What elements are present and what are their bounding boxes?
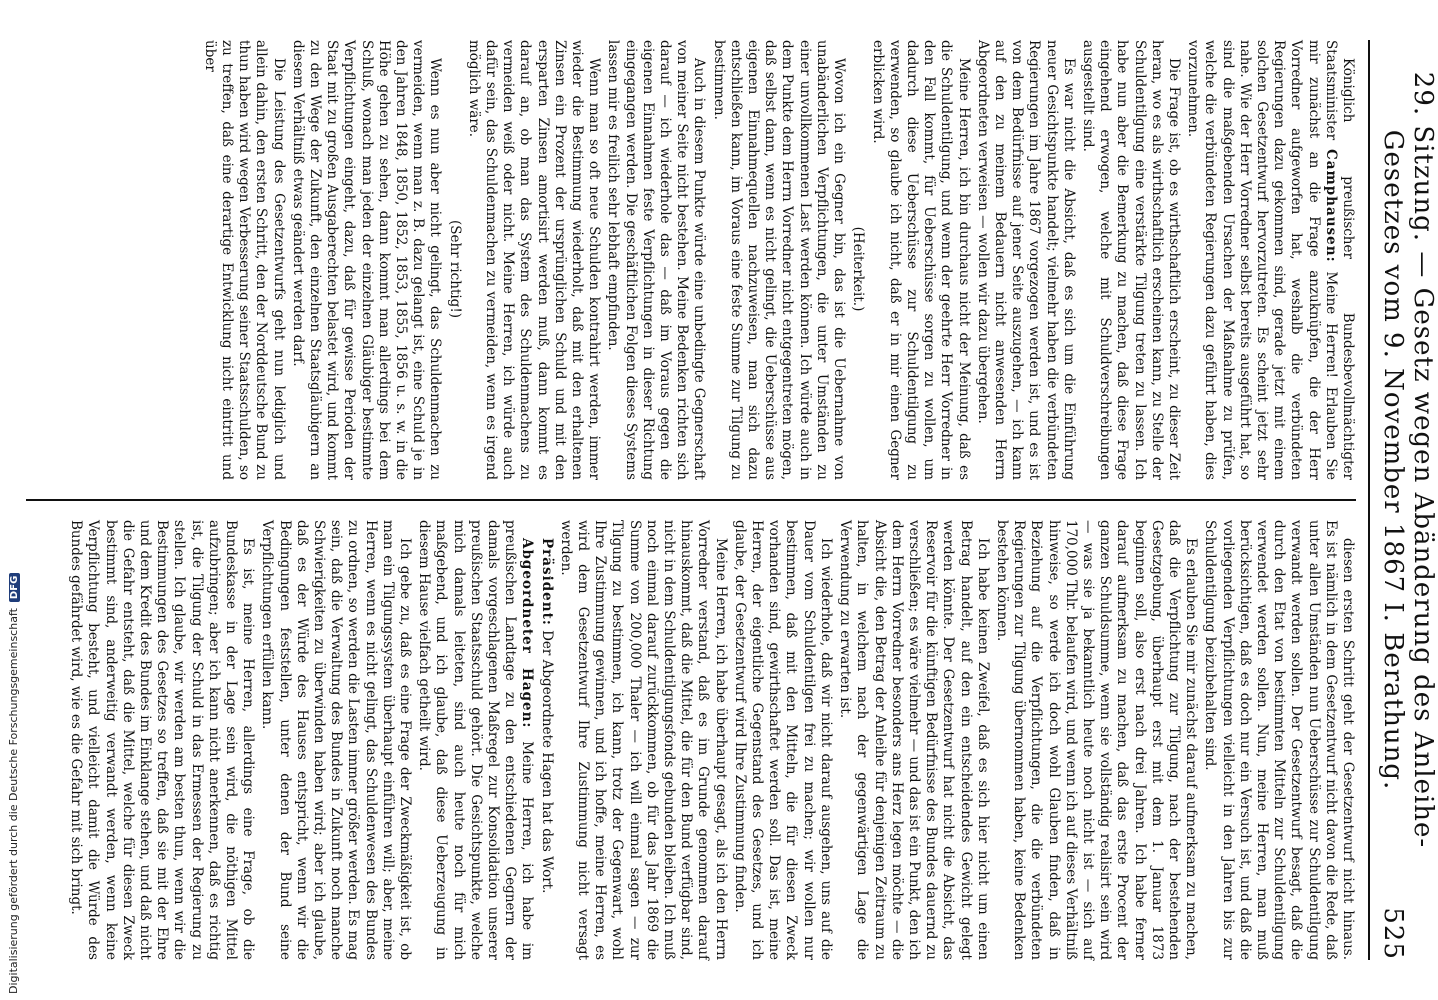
speaker-name: Abgeordneter Hagen: <box>519 538 536 729</box>
paragraph <box>415 520 535 960</box>
right-column <box>65 520 1356 960</box>
running-head <box>1378 40 1438 960</box>
paragraph <box>731 520 834 960</box>
paragraph <box>289 40 444 480</box>
paragraph-text: Ich gebe zu, daß es eine Frage der Zweckmäßigkeit ist, ob man ein Tilgungssystem überhaupt einführen will; aber, meine Herren, wenn es nicht gelingt, das Schuldenwesen des Bundes zu ordnen, so werden die Lasten immer größer werden. Es mag sein, daß die Verwaltung des Bundes in Zukunft noch manche Schwierigkeiten zu überwinden haben wird; aber ich glaube, daß es der Würde des Hauses entspricht, wenn wir die Bedingungen feststellen, unter denen der Bund seine Verpflichtungen erfüllen kann. <box>259 520 414 960</box>
paragraph-text: Ich wiederhole, daß wir nicht darauf ausgehen, uns auf die Dauer vom Schuldentilgen frei zu machen; wir wollen nur bestimmen, daß mit den Mitteln, die für diesen Zweck vorhanden sind, gewirthschaftet werden soll. Das ist, meine Herren, der eigentliche Gegenstand des Gesetzes, und ich glaube, der Gesetzentwurf wird Ihre Zustimmung finden. <box>731 520 834 960</box>
paragraph-text: Auch in diesem Punkte würde eine unbedingte Gegnerschaft von meiner Seite nicht bestehen. Meine Bedenken richten sich darauf — ich wiederhole das — daß im Voraus gegen die eigenen Einnahmen feste Verpflichtungen in dieser Richtung eingegangen werden. Die geschäftlichen Folgen dieses Systems lassen mir es freilich sehr lebhaft empfinden. <box>605 40 708 480</box>
paragraph <box>67 520 256 960</box>
paragraph-text: Die Frage ist, ob es wirthschaftlich erscheint, zu dieser Zeit heran, wo es als wirthschaftlich erscheinen kann, zu Stelle der Schuldentilgung eine verstärkte Tilgung treten zu lassen. Ich habe nun aber die Bemerkung zu machen, daß diese Frage eingehend erwogen, welche mit Schuldverschreibungen ausgestellt sind. <box>1079 40 1182 480</box>
speaker-name: Camphausen: <box>1322 148 1339 263</box>
paragraph <box>868 40 971 480</box>
page-number: 525 <box>1378 907 1408 960</box>
stage-note: (Sehr richtig!) <box>446 219 463 319</box>
paragraph <box>465 40 603 480</box>
paragraph <box>201 40 287 480</box>
paragraph-text: Meine Herren, ich habe im preußischen Landtage zu den entschiedenen Gegnern der damals vorgeschlagenen Maßregel zur Konsolidation unserer preußischen Staatsschuld gehört. Die Gesichtspunkte, welche mich damals leiteten, sind auch heute noch für mich maßgebend, und ich glaube, daß diese Ueberzeugung in diesem Hause vielfach getheilt wird. <box>416 520 536 960</box>
page-header-title: 29. Sitzung. — Gesetz wegen Abänderung des Anleihe-Gesetzes vom 9. November 1867 I. Berathung. <box>1378 71 1438 849</box>
stage-note: (Heiterkeit.) <box>850 226 867 312</box>
paragraph-text: Es war nicht die Absicht, daß es sich um die Einführung neuer Gesichtspunkte handelt; vielmehr haben die verbündeten Regierungen im Jahre 1867 vorgezogen werden ist, und es ist von dem Bedürfnisse auf jener Seite auszugehen, — ich kann auf den zu meinem Bedauern nicht anwesenden Herrn Abgeordneten verweisen — wollen wir dazu übergehen. <box>974 40 1077 480</box>
digitization-credit: Digitalisierung gefördert durch die Deutsche Forschungsgemeinschaft <box>7 608 20 994</box>
speaker-name: Präsident: <box>538 538 555 626</box>
paragraph-text: Es erlauben Sie mir zunächst darauf aufmerksam zu machen, daß die Verpflichtung zur Tilgung, nach der bestehenden Gesetzgebung, überhaupt erst mit dem 1. Januar 1873 beginnen soll, also erst nach drei Jahren. Ich habe ferner darauf aufmerksam zu machen, daß das erste Procent der ganzen Schuldsumme, wenn sie vollständig realisirt sein wird — was sie ja bekanntlich heute noch nicht ist — sich auf 170,000 Thlr. belaufen wird, und wenn ich auf dieses Verhältniß hinweise, so werde ich doch wohl Glauben finden, daß in Beziehung auf die Verpflichtungen, die die verbündeten Regierungen zur Tilgung übernommen haben, keine Bedenken bestehen können. <box>993 520 1200 960</box>
paragraph-text: Wovon ich ein Gegner bin, das ist die Uebernahme von unabänderlichen Verpflichtungen, die unter Umständen zu einer unvollkommenen Last werden können. Ich würde auch in dem Punkte dem Herrn Vorredner nicht entgegentreten mögen, daß selbst dann, wenn es nicht gelingt, die Ueberschüsse aus eigenen Einnahmequellen nachzuweisen, man sich dazu entschließen kann, im Voraus eine feste Summe zur Tilgung zu bestimmen. <box>710 40 848 480</box>
paragraph-text: Ich habe keinen Zweifel, daß es sich hier nicht um einen Betrag handelt, auf den ein entscheidendes Gewicht gelegt werden könnte. Der Gesetzentwurf hat nicht die Absicht, das Reservoir für die künftigen Bedürfnisse des Bundes dauernd zu verschließen; es wäre vielmehr — und das ist ein Punkt, den ich dem Herrn Vorredner besonders ans Herz legen möchte — die Absicht die, den Betrag der Anleihe für denjenigen Zeitraum zu halten, in welchem nach der gegenwärtigen Lage die Verwendung zu erwarten ist. <box>837 520 991 960</box>
paragraph <box>604 40 707 480</box>
paragraph-text: Meine Herren! Erlauben Sie mir zunächst an die Frage anzuknüpfen, die der Herr Vorredner aufgeworfen hat, weshalb die verbündeten Regierungen dazu gekommen sind, gerade jetzt mit einem solchen Gesetzentwurf hervorzutreten. Es scheint jetzt sehr nahe. Wie der Herr Vorredner selbst bereits ausgeführt hat, so sind die maßgebenden Ursachen der Maßnahme zu prüfen, welche die verbündeten Regierungen dazu geführt haben, dies vorzunehmen. <box>1185 40 1339 481</box>
paragraph <box>1184 40 1356 480</box>
side-credit <box>4 14 26 994</box>
paragraph-text: diesen ersten Schritt geht der Gesetzentwurf nicht hinaus. Es ist nämlich in dem Gesetzentwurf nicht davon die Rede, daß unter allen Umständen nun Ueberschüsse zur Schuldentilgung verwandt werden sollen. Der Gesetzentwurf besagt, daß die durch den Etat von bestimmten Mitteln zur Schuldentilgung verwendet werden sollen. Nun, meine Herren, man muß berücksichtigen, daß es doch nur ein Versuch ist, und daß die vorliegenden Verpflichtungen vielleicht in den Jahren bis zur Schuldentilgung beizubehalten sind. <box>1202 520 1356 960</box>
paragraph-text: Es ist, meine Herren, allerdings eine Frage, ob die Bundeskasse in der Lage sein wird, die nöthigen Mittel aufzubringen; aber ich kann nicht anerkennen, daß es richtig ist, die Tilgung der Schuld in das Ermessen der Regierung zu stellen. Ich glaube, wir werden am besten thun, wenn wir die Bestimmungen des Gesetzes so treffen, daß sie mit der Ehre und dem Kredit des Bundes im Einklange stehen, und daß nicht die Gefahr entsteht, daß die Mittel, welche für diesen Zweck bestimmt sind, anderweitig verwandt werden, wenn keine Verpflichtung besteht, und vielleicht damit die Würde des Bundes gefährdet wird, wie es die Gefahr mit sich bringt. <box>68 520 257 960</box>
paragraph-text: Meine Herren, ich bin durchaus nicht der Meinung, daß es die Schuldentilgung, und wenn der geehrte Herr Vorredner in den Fall kommt, für Ueberschüsse sorgen zu wollen, um dadurch diese Ueberschüsse zur Schuldentilgung zu verwenden, so glaube ich nicht, daß er in mir einen Gegner erblicken wird. <box>869 40 972 480</box>
paragraph <box>258 520 413 960</box>
paragraph <box>974 40 1077 480</box>
paragraph-text: Wenn man so oft neue Schulden kontrahirt werden, immer wieder die Bestimmung wiederholt, daß mit den erhaltenen Zinsen ein Prozent der ursprünglichen Schuld und mit den ersparten Zinsen amortisirt werden muß, dann kommt es darauf an, ob man das System des Schuldenmachens zu vermeiden weiß oder nicht. Meine Herren, ich würde auch dafür sein, das Schuldenmachen zu vermeiden, wenn es irgend möglich wäre. <box>465 40 603 480</box>
dfg-logo: DFG <box>9 573 20 602</box>
left-column <box>199 40 1356 480</box>
paragraph <box>1201 520 1356 960</box>
speaker-title: Königlich preußischer Bundesbevollmächtigter Staatsminister <box>1322 40 1356 480</box>
paragraph-text: Der Abgeordnete Hagen hat das Wort. <box>538 630 555 894</box>
paragraph <box>537 520 554 960</box>
header-rule <box>1368 40 1370 960</box>
paragraph <box>836 520 991 960</box>
paragraph-text: Die Leistung des Gesetzentwurfs geht nun lediglich und allein dahin, den ersten Schritt, den der Norddeutsche Bund zu thun haben wird wegen Verbesserung seiner Staatsschulden, so zu treffen, daß eine derartige Entwicklung nicht eintritt und über <box>201 40 287 480</box>
column-divider <box>26 499 1356 501</box>
paragraph <box>557 520 729 960</box>
paragraph-text: Wenn es nun aber nicht gelingt, das Schuldenmachen zu vermeiden, wenn man z. B. dazu gelangt ist, eine Schuld je in den Jahren 1848, 1850, 1852, 1853, 1855, 1856 u. s. w. in die Höhe gehen zu sehen, dann kommt man allerdings bei dem Schluß, wonach man jeden der einzelnen Gläubiger bestimmte Verpflichtungen eingeht, dazu, daß für gewisse Perioden der Staat mit zu großen Ausgaberechten belastet wird, und kommt zu den Wege der Zukunft, den einzelnen Staatsgläubigern an diesem Verhältniß etwas geändert werden darf. <box>289 40 444 480</box>
paragraph <box>1079 40 1182 480</box>
paragraph <box>993 520 1199 960</box>
paragraph-text: Meine Herren, ich habe überhaupt gesagt, als ich den Herrn Vorredner verstand, daß es im Grunde genommen darauf hinauskommt, daß die Mittel, die für den Bund verfügbar sind, nicht in dem Schuldentilgungsfonds gebunden bleiben. Ich muß noch einmal darauf zurückkommen, ob für das Jahr 1869 die Summe von 200,000 Thaler — ich will einmal sagen — zur Tilgung zu bestimmen, ich kann, trotz der Gegenwart, wohl Ihre Zustimmung gewinnen, und ich hoffe, meine Herren, es wird dem Gesetzentwurf Ihre Zustimmung nicht versagt werden. <box>557 520 729 960</box>
paragraph <box>709 40 847 480</box>
